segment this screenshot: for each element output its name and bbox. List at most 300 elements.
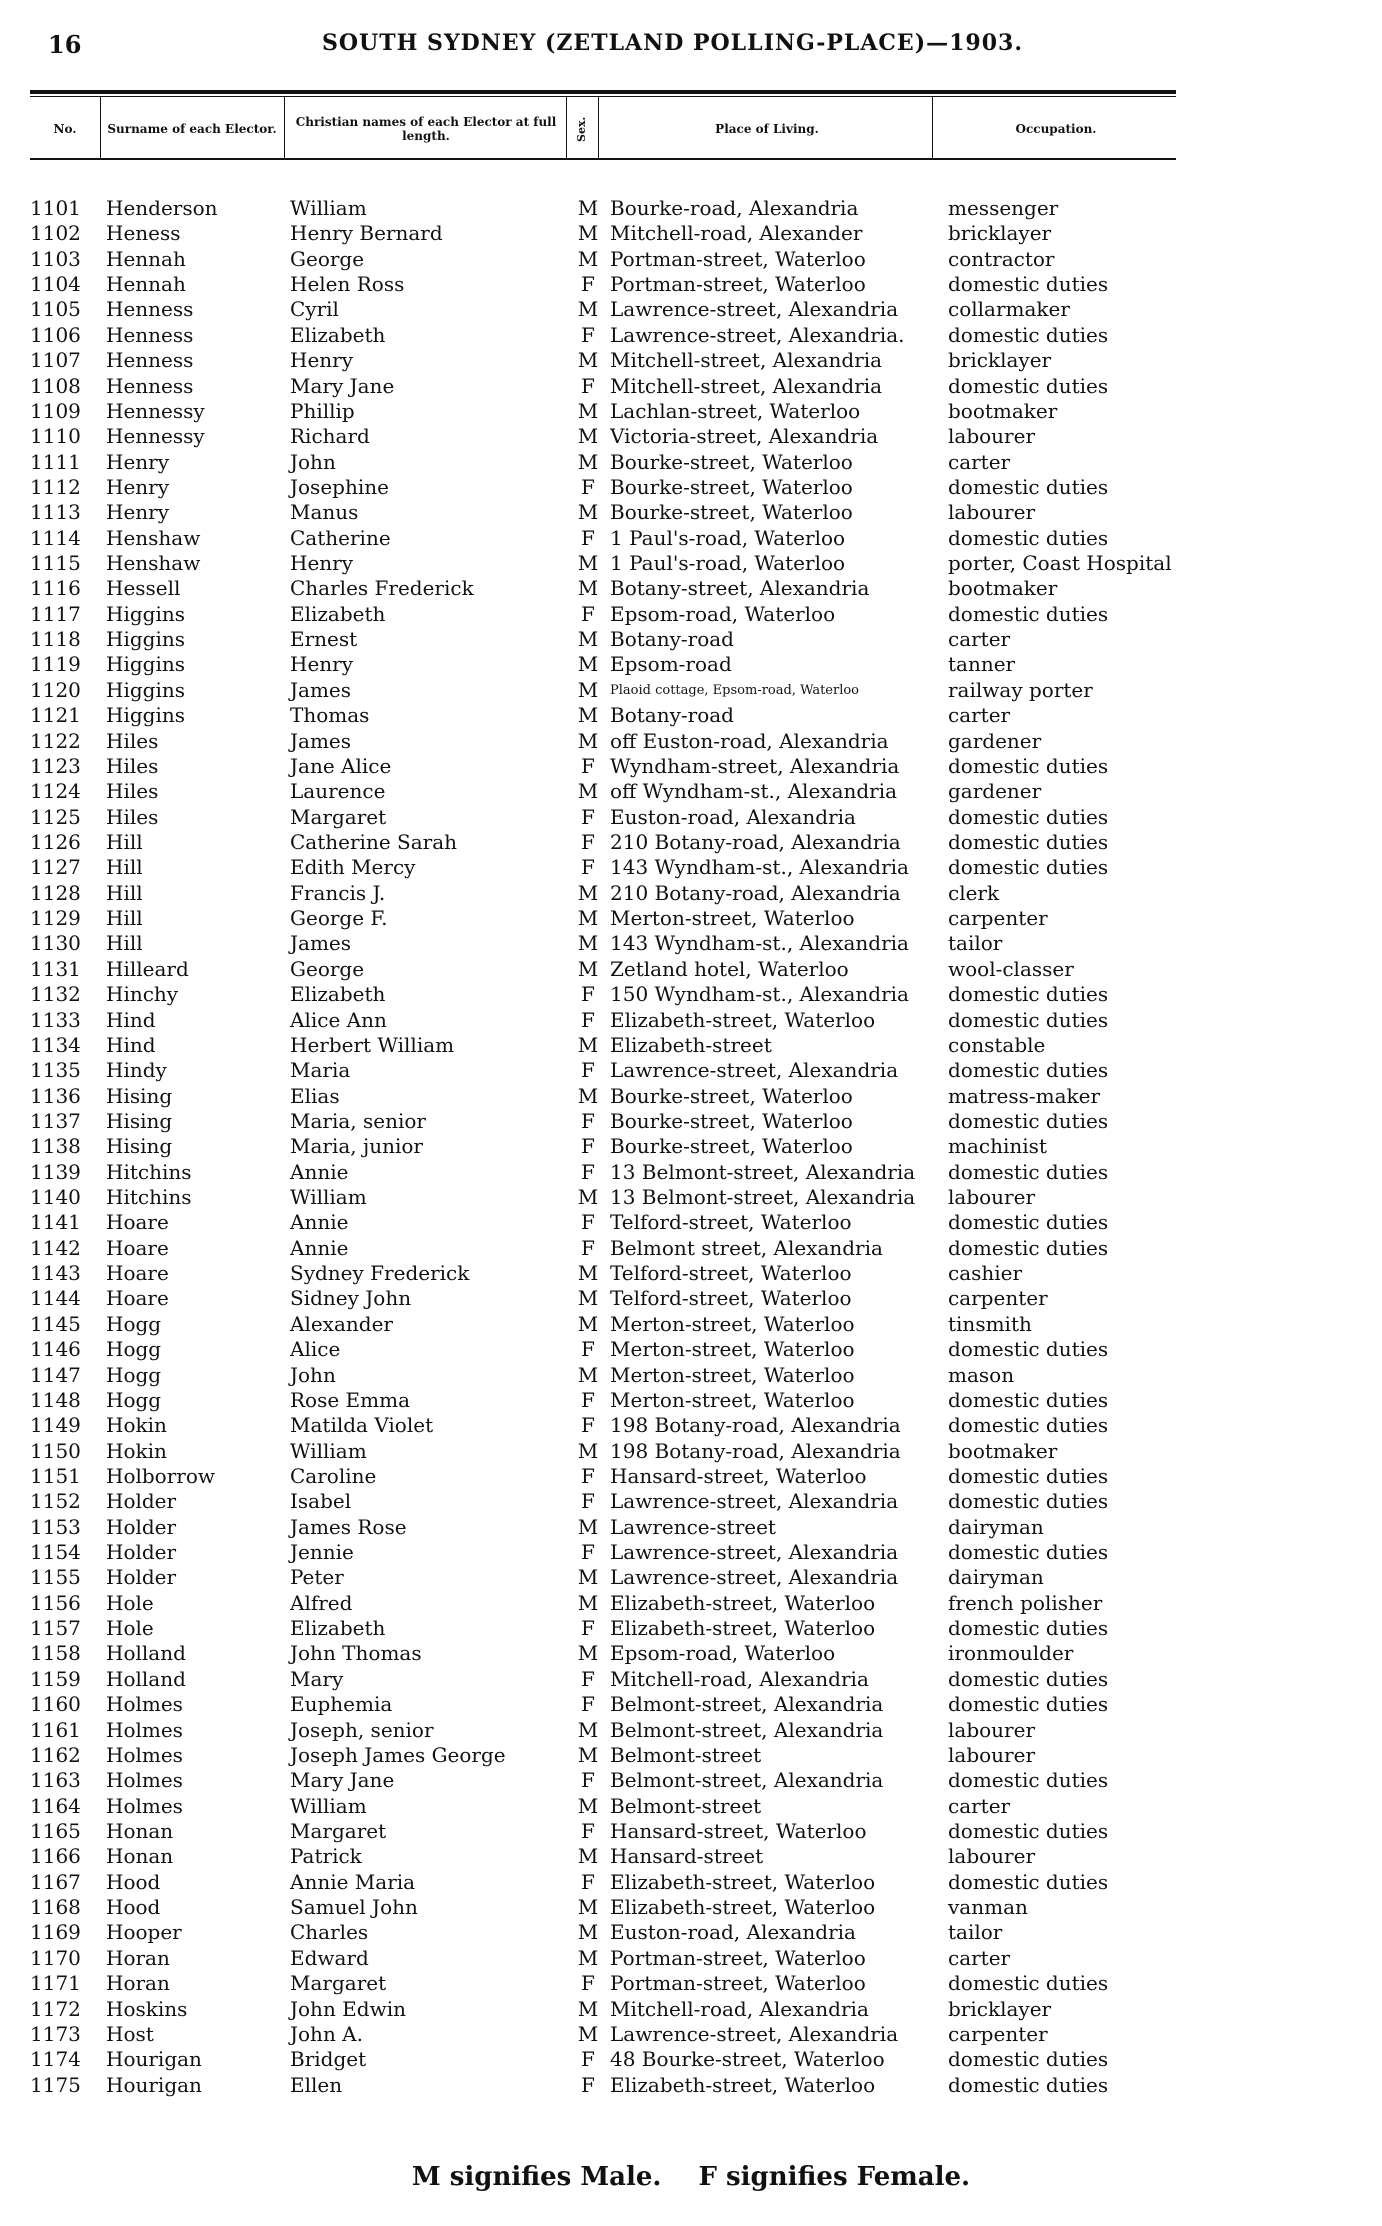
elector-surname: Hourigan [106, 2047, 202, 2072]
elector-christian-names: John [290, 449, 336, 474]
elector-christian-names: Rose Emma [290, 1387, 411, 1412]
table-row [0, 1439, 1382, 1464]
elector-surname: Holder [106, 1489, 177, 1514]
elector-place-of-living: Plaoid cottage, Epsom-road, Waterloo [610, 682, 860, 698]
elector-sex: M [577, 956, 599, 981]
elector-place-of-living: Telford-street, Waterloo [610, 1286, 852, 1311]
table-row [0, 1109, 1382, 1134]
elector-christian-names: Helen Ross [290, 272, 405, 297]
elector-christian-names: Maria, junior [290, 1134, 423, 1159]
elector-place-of-living: Lawrence-street, Alexandria [610, 1058, 899, 1083]
table-row [0, 348, 1382, 373]
elector-surname: Higgins [106, 652, 185, 677]
elector-place-of-living: Bourke-street, Waterloo [610, 449, 853, 474]
column-divider [284, 96, 285, 158]
elector-christian-names: William [290, 1793, 367, 1818]
elector-surname: Hogg [106, 1337, 162, 1362]
elector-number: 1140 [30, 1185, 81, 1210]
table-row [0, 500, 1382, 525]
table-row [0, 526, 1382, 551]
elector-sex: M [577, 1844, 599, 1869]
elector-sex: M [577, 1286, 599, 1311]
elector-surname: Horan [106, 1945, 170, 1970]
elector-number: 1124 [30, 779, 81, 804]
elector-place-of-living: Euston-road, Alexandria [610, 1920, 856, 1945]
elector-sex: M [577, 1362, 599, 1387]
elector-place-of-living: 1 Paul's-road, Waterloo [610, 551, 846, 576]
elector-number: 1145 [30, 1311, 81, 1336]
elector-occupation: domestic duties [948, 1007, 1109, 1032]
elector-occupation: domestic duties [948, 601, 1109, 626]
elector-number: 1129 [30, 906, 81, 931]
elector-occupation: domestic duties [948, 1337, 1109, 1362]
elector-number: 1112 [30, 474, 81, 499]
elector-number: 1126 [30, 829, 81, 854]
table-row [0, 221, 1382, 246]
elector-surname: Hiles [106, 779, 159, 804]
elector-number: 1109 [30, 398, 81, 423]
elector-occupation: domestic duties [948, 322, 1109, 347]
elector-place-of-living: Elizabeth-street, Waterloo [610, 1895, 876, 1920]
elector-sex: F [581, 1692, 595, 1717]
elector-number: 1116 [30, 576, 81, 601]
table-row [0, 196, 1382, 221]
elector-place-of-living: 210 Botany-road, Alexandria [610, 829, 901, 854]
elector-number: 1150 [30, 1438, 81, 1463]
elector-christian-names: Henry [290, 652, 354, 677]
elector-surname: Hind [106, 1007, 156, 1032]
elector-number: 1174 [30, 2047, 81, 2072]
table-row [0, 881, 1382, 906]
elector-number: 1165 [30, 1819, 81, 1843]
table-row [0, 1312, 1382, 1337]
elector-christian-names: Elias [290, 1083, 340, 1108]
elector-christian-names: Margaret [290, 1971, 387, 1996]
elector-surname: Hennessy [106, 398, 205, 423]
elector-place-of-living: off Wyndham-st., Alexandria [610, 779, 898, 804]
elector-place-of-living: Lawrence-street, Alexandria. [610, 322, 905, 347]
page-title: SOUTH SYDNEY (ZETLAND POLLING-PLACE)—1903. [322, 30, 1023, 56]
elector-sex: F [581, 1235, 595, 1260]
elector-number: 1170 [30, 1945, 81, 1970]
elector-christian-names: Herbert William [290, 1032, 455, 1057]
elector-surname: Hoskins [106, 1996, 188, 2021]
elector-sex: M [577, 1945, 599, 1970]
elector-occupation: domestic duties [948, 1210, 1109, 1235]
table-row [0, 1844, 1382, 1869]
elector-place-of-living: Portman-street, Waterloo [610, 1971, 866, 1996]
elector-number: 1131 [30, 956, 81, 981]
table-row [0, 1920, 1382, 1945]
table-row [0, 1794, 1382, 1819]
elector-sex: M [577, 221, 599, 246]
elector-sex: M [577, 1742, 599, 1767]
elector-sex: F [581, 804, 595, 829]
elector-christian-names: Mary Jane [290, 1768, 395, 1793]
elector-sex: M [577, 779, 599, 804]
elector-place-of-living: Epsom-road, Waterloo [610, 1641, 836, 1666]
table-row [0, 779, 1382, 804]
table-row [0, 247, 1382, 272]
elector-sex: F [581, 1337, 595, 1362]
elector-christian-names: Charles [290, 1920, 369, 1945]
elector-sex: M [577, 703, 599, 728]
elector-christian-names: Margaret [290, 804, 387, 829]
elector-christian-names: Joseph, senior [290, 1717, 434, 1742]
elector-surname: Henshaw [106, 525, 201, 550]
sex-legend [0, 2162, 1382, 2192]
elector-number: 1133 [30, 1007, 81, 1032]
elector-christian-names: Henry Bernard [290, 221, 443, 246]
elector-occupation: carpenter [948, 906, 1048, 931]
elector-occupation: ironmoulder [948, 1641, 1074, 1666]
elector-number: 1138 [30, 1134, 81, 1159]
elector-place-of-living: Portman-street, Waterloo [610, 272, 866, 297]
elector-occupation: labourer [948, 424, 1036, 449]
table-row [0, 678, 1382, 703]
elector-occupation: wool-classer [948, 956, 1074, 981]
elector-surname: Henderson [106, 196, 218, 220]
elector-sex: F [581, 1387, 595, 1412]
elector-surname: Hising [106, 1134, 173, 1159]
elector-christian-names: John Edwin [290, 1996, 406, 2021]
elector-place-of-living: Wyndham-street, Alexandria [610, 753, 900, 778]
table-row [0, 982, 1382, 1007]
elector-number: 1147 [30, 1362, 81, 1387]
elector-place-of-living: Lawrence-street, Alexandria [610, 1489, 899, 1514]
elector-christian-names: Joseph James George [290, 1742, 506, 1767]
elector-surname: Hokin [106, 1438, 167, 1463]
table-row [0, 1895, 1382, 1920]
elector-sex: M [577, 880, 599, 905]
elector-number: 1146 [30, 1337, 81, 1362]
elector-place-of-living: Lawrence-street, Alexandria [610, 297, 899, 322]
table-row [0, 1236, 1382, 1261]
elector-number: 1142 [30, 1235, 81, 1260]
elector-surname: Heness [106, 221, 181, 246]
elector-sex: M [577, 652, 599, 677]
elector-number: 1175 [30, 2072, 81, 2097]
elector-sex: M [577, 1083, 599, 1108]
elector-surname: Holland [106, 1641, 186, 1666]
table-row [0, 855, 1382, 880]
elector-christian-names: Mary Jane [290, 373, 395, 398]
elector-sex: M [577, 1996, 599, 2021]
elector-number: 1137 [30, 1108, 81, 1133]
column-header-occupation: Occupation. [1015, 122, 1097, 136]
elector-surname: Holmes [106, 1768, 183, 1793]
table-row [0, 1033, 1382, 1058]
elector-christian-names: Phillip [290, 398, 355, 423]
elector-christian-names: Alice Ann [290, 1007, 387, 1032]
elector-surname: Higgins [106, 627, 185, 652]
elector-surname: Henness [106, 297, 194, 322]
elector-occupation: carter [948, 449, 1011, 474]
elector-number: 1155 [30, 1565, 81, 1590]
column-divider [598, 96, 599, 158]
elector-christian-names: George [290, 956, 365, 981]
elector-christian-names: Elizabeth [290, 982, 386, 1007]
elector-number: 1113 [30, 500, 81, 525]
elector-christian-names: Elizabeth [290, 322, 386, 347]
header-rule-bottom [30, 158, 1176, 160]
elector-place-of-living: Merton-street, Waterloo [610, 1311, 855, 1336]
elector-place-of-living: 13 Belmont-street, Alexandria [610, 1159, 916, 1184]
elector-number: 1132 [30, 982, 81, 1007]
elector-occupation: mason [948, 1362, 1015, 1387]
elector-sex: F [581, 272, 595, 297]
elector-surname: Hogg [106, 1311, 162, 1336]
elector-surname: Hill [106, 906, 143, 931]
elector-occupation: french polisher [948, 1590, 1103, 1615]
elector-occupation: domestic duties [948, 1489, 1109, 1514]
column-divider [100, 96, 101, 158]
elector-sex: M [577, 728, 599, 753]
elector-christian-names: Caroline [290, 1463, 377, 1488]
elector-christian-names: Catherine Sarah [290, 829, 458, 854]
elector-number: 1108 [30, 373, 81, 398]
elector-place-of-living: Belmont-street, Alexandria [610, 1692, 884, 1717]
table-row [0, 1286, 1382, 1311]
elector-occupation: cashier [948, 1261, 1023, 1286]
elector-surname: Henry [106, 449, 170, 474]
table-row [0, 1464, 1382, 1489]
elector-christian-names: William [290, 1185, 367, 1210]
elector-place-of-living: Epsom-road, Waterloo [610, 601, 836, 626]
elector-christian-names: Bridget [290, 2047, 367, 2072]
elector-occupation: carter [948, 1945, 1011, 1970]
elector-number: 1110 [30, 424, 81, 449]
elector-place-of-living: Elizabeth-street [610, 1032, 772, 1057]
table-row [0, 1185, 1382, 1210]
elector-occupation: domestic duties [948, 2047, 1109, 2072]
table-row [0, 1084, 1382, 1109]
elector-number: 1160 [30, 1692, 81, 1717]
elector-number: 1107 [30, 348, 81, 373]
elector-number: 1119 [30, 652, 81, 677]
elector-christian-names: Alice [290, 1337, 341, 1362]
column-divider [932, 96, 933, 158]
elector-sex: M [577, 906, 599, 931]
elector-surname: Horan [106, 1971, 170, 1996]
elector-number: 1111 [30, 449, 81, 474]
elector-place-of-living: 198 Botany-road, Alexandria [610, 1438, 901, 1463]
elector-number: 1135 [30, 1058, 81, 1083]
elector-sex: M [577, 1514, 599, 1539]
column-header-sex: Sex. [575, 116, 588, 142]
elector-occupation: porter, Coast Hospital [948, 551, 1172, 576]
elector-occupation: contractor [948, 246, 1055, 271]
elector-sex: F [581, 525, 595, 550]
elector-occupation: labourer [948, 1742, 1036, 1767]
elector-number: 1163 [30, 1768, 81, 1793]
elector-surname: Holder [106, 1565, 177, 1590]
elector-sex: F [581, 982, 595, 1007]
elector-occupation: domestic duties [948, 1159, 1109, 1184]
elector-number: 1172 [30, 1996, 81, 2021]
elector-sex: M [577, 1185, 599, 1210]
elector-sex: F [581, 1134, 595, 1159]
elector-occupation: bootmaker [948, 398, 1058, 423]
column-header-place: Place of Living. [715, 122, 819, 136]
elector-occupation: domestic duties [948, 474, 1109, 499]
elector-sex: F [581, 2072, 595, 2097]
elector-place-of-living: Botany-road [610, 703, 734, 728]
elector-number: 1143 [30, 1261, 81, 1286]
elector-number: 1128 [30, 880, 81, 905]
table-row [0, 272, 1382, 297]
elector-number: 1127 [30, 855, 81, 880]
table-row [0, 729, 1382, 754]
elector-christian-names: Annie Maria [290, 1869, 416, 1894]
elector-surname: Hiles [106, 728, 159, 753]
elector-christian-names: Jane Alice [290, 753, 392, 778]
table-row [0, 1261, 1382, 1286]
elector-christian-names: George [290, 246, 365, 271]
elector-number: 1118 [30, 627, 81, 652]
elector-surname: Hoare [106, 1210, 169, 1235]
table-row [0, 957, 1382, 982]
elector-number: 1104 [30, 272, 81, 297]
table-row [0, 1692, 1382, 1717]
elector-sex: M [577, 1895, 599, 1920]
elector-occupation: carter [948, 703, 1011, 728]
elector-occupation: domestic duties [948, 982, 1109, 1007]
elector-surname: Hoare [106, 1235, 169, 1260]
elector-sex: M [577, 1565, 599, 1590]
table-row [0, 1210, 1382, 1235]
table-row [0, 450, 1382, 475]
table-row [0, 1997, 1382, 2022]
elector-christian-names: Elizabeth [290, 1616, 386, 1641]
elector-occupation: gardener [948, 779, 1042, 804]
elector-sex: M [577, 1920, 599, 1945]
elector-occupation: labourer [948, 1185, 1036, 1210]
elector-occupation: tanner [948, 652, 1016, 677]
elector-occupation: domestic duties [948, 373, 1109, 398]
elector-christian-names: Ernest [290, 627, 358, 652]
elector-number: 1136 [30, 1083, 81, 1108]
elector-place-of-living: Telford-street, Waterloo [610, 1210, 852, 1235]
elector-sex: M [577, 576, 599, 601]
table-row [0, 1667, 1382, 1692]
table-row [0, 1363, 1382, 1388]
elector-occupation: bootmaker [948, 1438, 1058, 1463]
elector-occupation: domestic duties [948, 1666, 1109, 1691]
elector-occupation: messenger [948, 196, 1059, 220]
elector-sex: M [577, 449, 599, 474]
elector-occupation: domestic duties [948, 272, 1109, 297]
elector-sex: M [577, 398, 599, 423]
elector-surname: Holmes [106, 1717, 183, 1742]
elector-christian-names: Ellen [290, 2072, 343, 2097]
elector-christian-names: John Thomas [290, 1641, 422, 1666]
elector-sex: F [581, 2047, 595, 2072]
elector-occupation: labourer [948, 500, 1036, 525]
elector-number: 1149 [30, 1413, 81, 1438]
elector-occupation: domestic duties [948, 804, 1109, 829]
elector-surname: Honan [106, 1819, 174, 1843]
elector-sex: F [581, 1108, 595, 1133]
elector-sex: M [577, 1793, 599, 1818]
header-rule-thick [30, 90, 1176, 94]
table-row [0, 602, 1382, 627]
elector-occupation: domestic duties [948, 2072, 1109, 2097]
elector-occupation: labourer [948, 1844, 1036, 1869]
elector-number: 1130 [30, 931, 81, 956]
elector-place-of-living: Elizabeth-street, Waterloo [610, 2072, 876, 2097]
elector-surname: Honan [106, 1844, 174, 1869]
elector-christian-names: Alexander [290, 1311, 393, 1336]
elector-surname: Hiles [106, 753, 159, 778]
table-row [0, 1388, 1382, 1413]
elector-place-of-living: Mitchell-road, Alexandria [610, 1666, 869, 1691]
elector-surname: Henshaw [106, 551, 201, 576]
elector-sex: M [577, 196, 599, 220]
table-row [0, 1870, 1382, 1895]
elector-occupation: domestic duties [948, 1387, 1109, 1412]
elector-christian-names: Henry [290, 551, 354, 576]
elector-surname: Holland [106, 1666, 186, 1691]
elector-number: 1169 [30, 1920, 81, 1945]
elector-surname: Henness [106, 348, 194, 373]
elector-number: 1152 [30, 1489, 81, 1514]
elector-sex: M [577, 677, 599, 702]
elector-surname: Henness [106, 373, 194, 398]
elector-sex: M [577, 2021, 599, 2046]
elector-surname: Hogg [106, 1387, 162, 1412]
elector-number: 1120 [30, 677, 81, 702]
elector-sex: F [581, 1869, 595, 1894]
elector-sex: M [577, 1717, 599, 1742]
table-row [0, 1616, 1382, 1641]
elector-number: 1173 [30, 2021, 81, 2046]
elector-christian-names: Sidney John [290, 1286, 412, 1311]
table-row [0, 652, 1382, 677]
elector-occupation: domestic duties [948, 1108, 1109, 1133]
elector-christian-names: Catherine [290, 525, 391, 550]
table-row [0, 2073, 1382, 2098]
elector-christian-names: Sydney Frederick [290, 1261, 470, 1286]
elector-sex: F [581, 1007, 595, 1032]
elector-place-of-living: Bourke-street, Waterloo [610, 1134, 853, 1159]
elector-christian-names: Maria, senior [290, 1108, 426, 1133]
elector-sex: F [581, 1058, 595, 1083]
elector-number: 1141 [30, 1210, 81, 1235]
elector-sex: M [577, 627, 599, 652]
elector-occupation: railway porter [948, 677, 1093, 702]
elector-surname: Hitchins [106, 1185, 192, 1210]
elector-surname: Hill [106, 880, 143, 905]
elector-place-of-living: 1 Paul's-road, Waterloo [610, 525, 846, 550]
table-row [0, 754, 1382, 779]
elector-sex: F [581, 1616, 595, 1641]
elector-place-of-living: Elizabeth-street, Waterloo [610, 1869, 876, 1894]
elector-occupation: bricklayer [948, 221, 1052, 246]
elector-surname: Hoare [106, 1261, 169, 1286]
elector-christian-names: Cyril [290, 297, 339, 322]
elector-christian-names: Jennie [290, 1540, 354, 1565]
elector-sex: F [581, 855, 595, 880]
elector-place-of-living: Bourke-street, Waterloo [610, 500, 853, 525]
table-row [0, 576, 1382, 601]
table-row [0, 906, 1382, 931]
elector-place-of-living: Portman-street, Waterloo [610, 1945, 866, 1970]
elector-sex: F [581, 1666, 595, 1691]
elector-occupation: machinist [948, 1134, 1047, 1159]
elector-place-of-living: Belmont street, Alexandria [610, 1235, 883, 1260]
elector-surname: Hill [106, 829, 143, 854]
